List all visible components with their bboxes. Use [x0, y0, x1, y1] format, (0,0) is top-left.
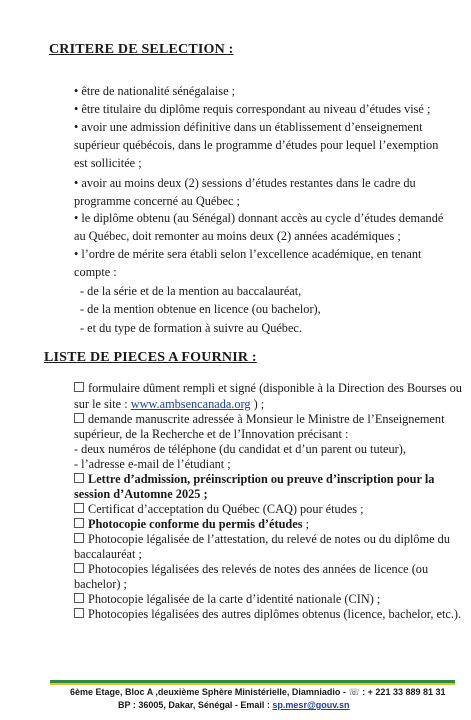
criteria-line: compte : [74, 265, 117, 279]
footer-address: 6ème Etage, Bloc A ,deuxième Sphère Ministérielle, Diamniadio - ☏ : + 221 33 889 81 31 [70, 687, 446, 697]
website-link[interactable]: www.ambsencanada.org [130, 397, 251, 411]
doc-item-cin: Photocopie légalisée de la carte d’identité nationale (CIN) ; [74, 591, 380, 607]
checkbox-icon [74, 563, 84, 573]
criteria-line: supérieur québécois, dans le programme d’études pour lequel l’exemption [74, 138, 439, 152]
checkbox-icon [74, 593, 84, 603]
criteria-heading: CRITERE DE SELECTION : [49, 42, 234, 57]
doc-item-permit: Photocopie conforme du permis d’études ; [74, 516, 309, 532]
checkbox-icon [74, 608, 84, 618]
criteria-line: au Québec, doit remonter au moins deux (2) années académiques ; [74, 229, 401, 243]
criteria-line: - de la série et de la mention au baccalauréat, [80, 284, 302, 298]
doc-item-admission-cont: session d’Automne 2025 ; [74, 487, 208, 501]
doc-item-bac-cont: baccalauréat ; [74, 547, 142, 561]
footer-rule-yellow [50, 683, 455, 685]
footer-contact: BP : 36005, Dakar, Sénégal - Email : sp.mesr@gouv.sn [118, 700, 350, 710]
doc-item-form: formulaire dûment rempli et signé (disponible à la Direction des Bourses ou [74, 380, 462, 396]
criteria-line: programme concerné au Québec ; [74, 194, 240, 208]
criteria-line: • être de nationalité sénégalaise ; [74, 84, 236, 98]
footer-email-link[interactable]: sp.mesr@gouv.sn [272, 700, 350, 710]
checkbox-icon [74, 503, 84, 513]
criteria-line: - de la mention obtenue en licence (ou bachelor), [80, 302, 321, 316]
criteria-line: • le diplôme obtenu (au Sénégal) donnant accès au cycle d’études demandé [74, 211, 444, 225]
doc-item-diplomas: Photocopies légalisées des autres diplômes obtenus (licence, bachelor, etc.). [74, 606, 461, 622]
checkbox-icon [74, 518, 84, 528]
doc-item-email: - l’adresse e-mail de l’étudiant ; [74, 457, 231, 471]
doc-item-admission: Lettre d’admission, préinscription ou preuve d’inscription pour la [74, 471, 434, 487]
criteria-line: • avoir une admission définitive dans un établissement d’enseignement [74, 120, 423, 134]
checkbox-icon [74, 382, 84, 392]
criteria-line: • être titulaire du diplôme requis correspondant au niveau d’études visé ; [74, 102, 431, 116]
documents-heading: LISTE DE PIECES A FOURNIR : [44, 350, 257, 365]
checkbox-icon [74, 413, 84, 423]
doc-item-form-cont: sur le site : www.ambsencanada.org ) ; [74, 397, 265, 411]
doc-item-phones: - deux numéros de téléphone (du candidat et d’un parent ou tuteur), [74, 442, 406, 456]
criteria-line: est sollicitée ; [74, 156, 142, 170]
doc-item-bac: Photocopie légalisée de l’attestation, du relevé de notes ou du diplôme du [74, 531, 450, 547]
doc-item-caq: Certificat d’acceptation du Québec (CAQ) pour études ; [74, 501, 364, 517]
checkbox-icon [74, 473, 84, 483]
doc-item-transcripts-cont: bachelor) ; [74, 577, 127, 591]
criteria-line: - et du type de formation à suivre au Québec. [80, 321, 302, 335]
doc-item-transcripts: Photocopies légalisées des relevés de notes des années de licence (ou [74, 561, 428, 577]
doc-item-request-cont: supérieur, de la Recherche et de l’Innovation précisant : [74, 427, 349, 441]
criteria-line: • avoir au moins deux (2) sessions d’études restantes dans le cadre du [74, 176, 416, 190]
criteria-line: • l’ordre de mérite sera établi selon l’excellence académique, en tenant [74, 247, 422, 261]
doc-item-request: demande manuscrite adressée à Monsieur le Ministre de l’Enseignement [74, 411, 445, 427]
checkbox-icon [74, 533, 84, 543]
